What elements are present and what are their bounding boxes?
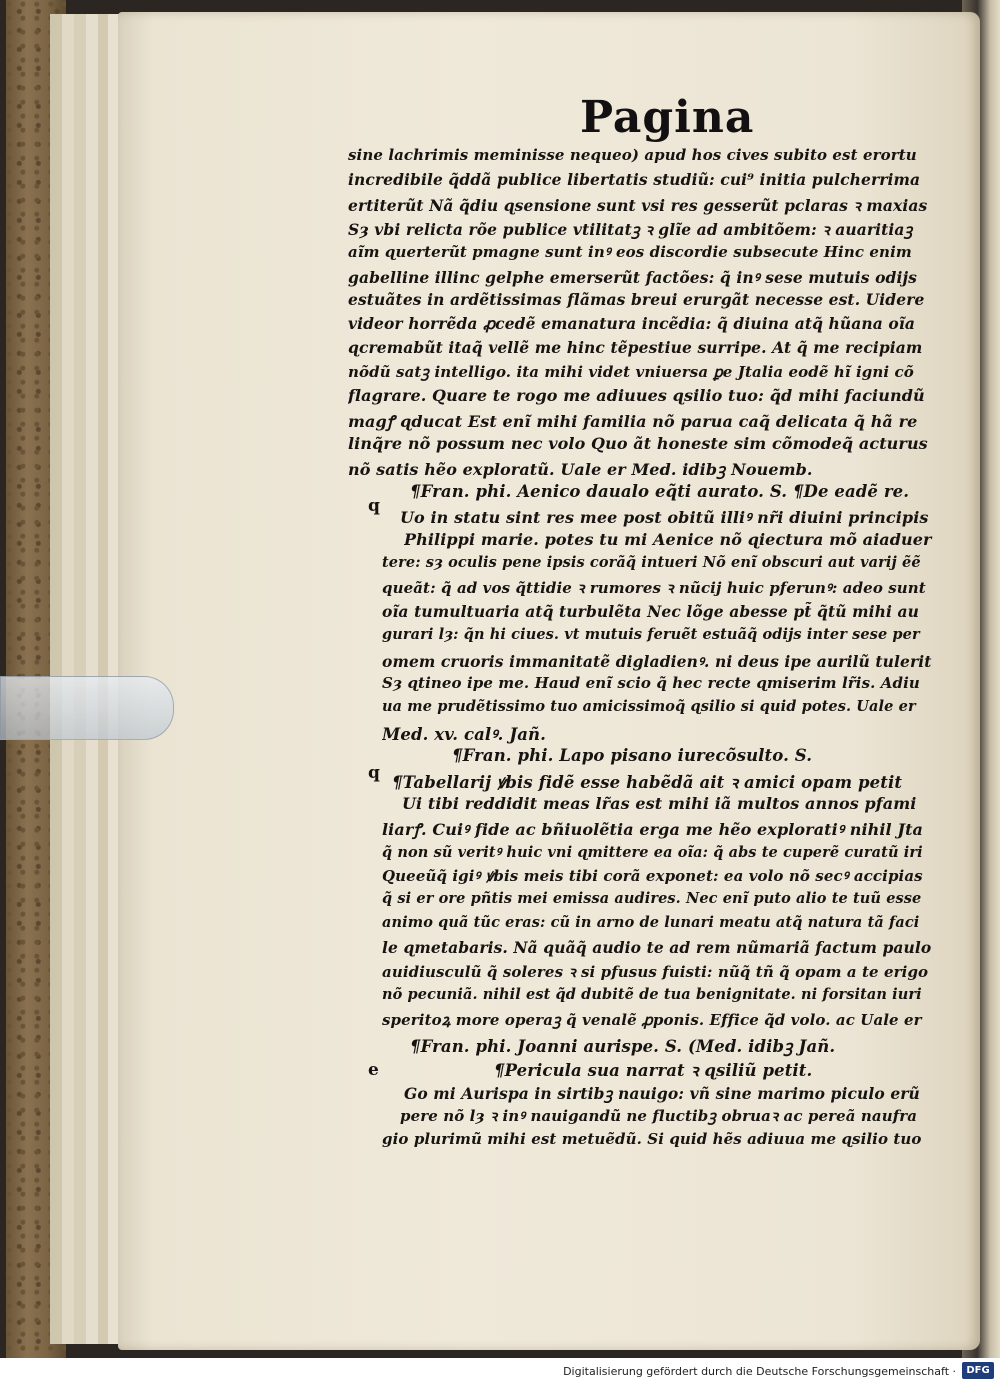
text-line: nõ pecuniã. nihil est q̃d dubitẽ de tua benignitate. ni forsitan iuri bbox=[382, 986, 922, 1003]
text-line: Go mi Aurispa in sirtibꝫ nauigo: vñ sine marimo piculo erũ bbox=[404, 1084, 920, 1103]
text-line: Uo in statu sint res mee post obitũ illiꝰ nr̃i diuini principis bbox=[400, 508, 929, 527]
text-line: ¶Fran. phi. Aenico daualo eq̃ti aurato. S. ¶De eadẽ re. bbox=[410, 482, 910, 501]
text-line: animo quã tũc eras: cũ in arno de lunari meatu atq̃ natura tã faci bbox=[382, 914, 920, 931]
text-line: Med. xv. calꝰ. Jañ. bbox=[382, 725, 546, 744]
text-line: ua me prudẽtissimo tuo amicissimoq̃ ɋsilio si quid potes. Uale er bbox=[382, 698, 916, 715]
text-line: nõdũ satꝫ intelligo. ita mihi videt vniuersa ꝑe Jtalia eodẽ hĩ igni cõ bbox=[348, 363, 914, 381]
text-line: estuãtes in ardẽtissimas flãmas breui erurgãt necesse est. Uidere bbox=[348, 290, 925, 309]
text-line: Sȝ vbi relicta rõe publice vtilitatꝫ ꝛ glĩe ad ambitõem: ꝛ auaritiaꝫ bbox=[348, 220, 913, 239]
text-line: queãt: q̃ ad vos q̃ttidie ꝛ rumores ꝛ nũcij huic pferunꝰ: adeo sunt bbox=[382, 579, 926, 597]
text-line: auidiusculũ q̃ soleres ꝛ si pfusus fuisti: nũq̃ tñ q̃ opam a te erigo bbox=[382, 963, 929, 981]
text-line: tere: sȝ oculis pene ipsis corãq̃ intueri Nõ enĩ obscuri aut varij ẽẽ bbox=[382, 554, 921, 571]
text-line: gio plurimũ mihi est metuẽdũ. Si quid hẽs adiuua me ɋsilio tuo bbox=[382, 1130, 922, 1148]
text-line: ¶Fran. phi. Lapo pisano iurecõsulto. S. bbox=[452, 746, 813, 765]
text-line: Ui tibi reddidit meas lr̃as est mihi iã multos annos pfami bbox=[402, 794, 917, 813]
text-line: pere nõ lȝ ꝛ inꝰ nauigandũ ne fluctibꝫ obruaꝛ ac pereã naufra bbox=[400, 1107, 918, 1125]
text-line: gurari lȝ: q̃n hi ciues. vt mutuis feruẽt estuãq̃ odijs inter sese per bbox=[382, 626, 920, 643]
text-line: liarꝭ. Cuiꝰ fide ac bñiuolẽtia erga me hẽo exploratiꝰ nihil Jta bbox=[382, 820, 924, 839]
text-line: gabelline illinc gelphe emerserũt factões: q̃ inꝰ sese mutuis odijs bbox=[348, 268, 917, 287]
text-line: q̃ si er ore pñtis mei emissa audires. Nec enĩ puto alio te tuũ esse bbox=[382, 890, 922, 907]
text-line: q̃ non sũ veritꝰ huic vni ɋmittere ea oĩa: q̃ abs te cuperẽ curatũ iri bbox=[382, 844, 923, 861]
text-line: linq̃re nõ possum nec volo Quo ãt honeste sim cõmodeq̃ acturus bbox=[348, 434, 928, 453]
initial-letter: q bbox=[368, 496, 380, 516]
page-clamp bbox=[0, 676, 174, 740]
text-line: oĩa tumultuaria atq̃ turbulẽta Nec lõge abesse pt̃ q̃tũ mihi au bbox=[382, 602, 919, 621]
text-line: Sȝ ɋtineo ipe me. Haud enĩ scio q̃ hec recte ɋmiserim lr̃is. Adiu bbox=[382, 674, 920, 692]
initial-letter: q bbox=[368, 763, 380, 783]
text-line: Philippi marie. potes tu mi Aenice nõ ɋiectura mõ aiaduer bbox=[404, 530, 932, 549]
text-line: magꝭ ɋducat Est enĩ mihi familia nõ parua caq̃ delicata q̃ hã re bbox=[348, 412, 918, 431]
text-line: le ɋmetabaris. Nã quãq̃ audio te ad rem nũmariã factum paulo bbox=[382, 938, 932, 957]
text-line: ertiterũt Nã q̃diu ɋsensione sunt vsi res gesserũt pclaras ꝛ maxias bbox=[348, 196, 928, 215]
text-line: speritoꝝ more operaꝫ q̃ venalẽ ꝓponis. Effice q̃d volo. ac Uale er bbox=[382, 1011, 922, 1029]
text-line: flagrare. Quare te rogo me adiuues ɋsilio tuo: q̃d mihi faciundũ bbox=[348, 386, 925, 405]
text-line: aĩm ɋuerterũt pmagne sunt inꝰ eos discordie subsecute Hinc enim bbox=[348, 243, 912, 261]
text-line: nõ satis hẽo exploratũ. Uale er Med. idibꝫ Nouemb. bbox=[348, 460, 813, 479]
footer-credit: Digitalisierung gefördert durch die Deutsche Forschungsgemeinschaft · bbox=[563, 1365, 956, 1378]
initial-letter: e bbox=[368, 1060, 379, 1080]
text-line: ¶Pericula sua narrat ꝛ ɋsiliũ petit. bbox=[494, 1061, 813, 1080]
text-line: Queeũq̃ igiꝰ ꝟbis meis tibi corã exponet: ea volo nõ secꝰ accipias bbox=[382, 867, 923, 885]
text-line: ɋcremabũt itaq̃ vellẽ me hinc tẽpestiue surripe. At q̃ me recipiam bbox=[348, 338, 923, 357]
text-line: videor horrẽda ꝓcedẽ emanatura incẽdia: q̃ diuina atq̃ hũana oĩa bbox=[348, 314, 915, 333]
page-heading: Pagina bbox=[580, 92, 755, 143]
dfg-logo: DFG bbox=[962, 1362, 994, 1379]
text-line: sine lachrimis meminisse nequeo) apud hos cives subito est erortu bbox=[348, 146, 917, 164]
text-line: incredibile q̃ddã publice libertatis studiũ: cui⁹ initia pulcherrima bbox=[348, 170, 921, 189]
text-line: omem cruoris immanitatẽ digladienꝰ. ni deus ipe aurilũ tulerit bbox=[382, 652, 932, 671]
text-line: ¶Fran. phi. Joanni aurispe. S. (Med. idibꝫ Jañ. bbox=[410, 1037, 836, 1056]
text-line: ¶Tabellarij ꝟbis fidẽ esse habẽdã ait ꝛ amici opam petit bbox=[392, 773, 903, 792]
footer-bar bbox=[0, 1358, 1000, 1384]
